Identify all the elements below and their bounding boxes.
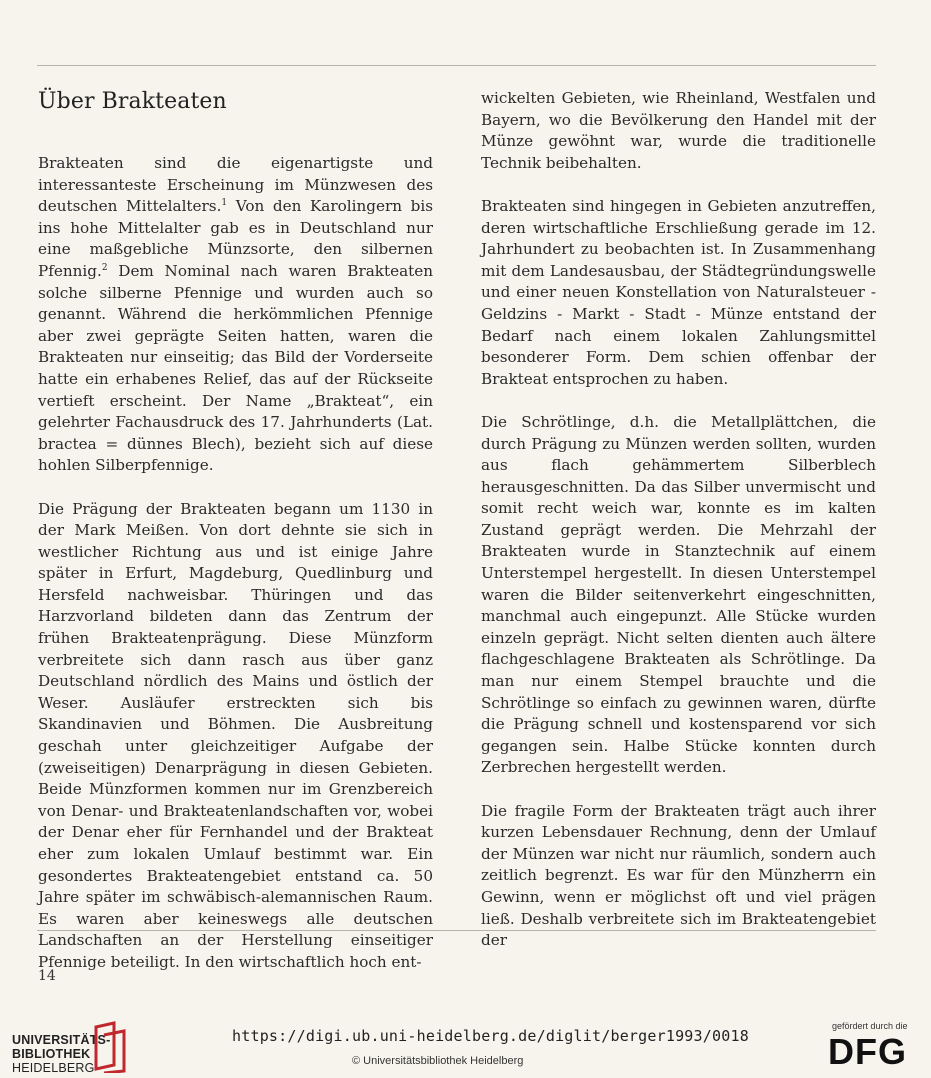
footer-bar [0,1013,931,1078]
page-title: Über Brakteaten [38,89,227,114]
top-rule [37,65,876,66]
copyright-notice: © Universitätsbibliothek Heidelberg [352,1055,524,1067]
bottom-rule [37,930,876,931]
paragraph: Die fragile Form der Brakteaten trägt auch ihrer kurzen Lebensdauer Rechnung, denn der Umlauf der Münzen war nicht nur räumlich, sondern auch zeitlich begrenzt. Es war für den Münzherrn ein Gewinn, wenn er möglichst oft und viel prägen ließ. Deshalb verbreitete sich im Brakteatengebiet der [481,801,876,950]
right-column [481,88,876,973]
page-number: 14 [38,968,56,984]
funding-note: gefördert durch die [832,1021,908,1031]
paragraph: Brakteaten sind die eigenartigste und interessanteste Erscheinung im Münzwesen des deutschen Mittelalters.$^1$ Von den Karolingern bis ins hohe Mittelalter gab es in Deutschland nur eine maßgebliche Münzsorte, den silbernen Pfennig.$^2$ Dem Nominal nach waren Brakteaten solche silberne Pfennige und wurden auch so genannt. Während die herkömmlichen Pfennige aber zwei geprägte Seiten hatten, waren die Brakteaten nur einseitig; das Bild der Vorderseite hatte ein erhabenes Relief, das auf der Rückseite vertieft erscheint. Der Name „Brakteat“, ein gelehrter Fachausdruck des 17. Jahrhunderts (Lat. bractea = dünnes Blech), bezieht sich auf diese hohlen Silberpfennige. [38,154,433,475]
paragraph: Brakteaten sind hingegen in Gebieten anzutreffen, deren wirtschaftliche Erschließung gerade im 12. Jahrhundert zu beobachten ist. In Zusammenhang mit dem Landesausbau, der Städtegründungswelle und einer neuen Konstellation von Naturalsteuer - Geldzins - Markt - Stadt - Münze entstand der Bedarf nach einem lokalen Zahlungsmittel besonderer Form. Dem schien offenbar der Brakteat entsprochen zu haben. [481,196,876,388]
library-logo-mark-icon [92,1021,128,1073]
library-name-line2: BIBLIOTHEK [12,1047,91,1061]
left-column [38,153,433,995]
footnote-ref[interactable]: 2 [101,262,108,273]
paragraph: Die Schrötlinge, d.h. die Metallplättchen, die durch Prägung zu Münzen werden sollten, wurden aus flach gehämmertem Silberblech herausgeschnitten. Da das Silber unvermischt und somit recht weich war, konnte es im kalten Zustand geprägt werden. Die Mehrzahl der Brakteaten wurde in Stanztechnik auf einem Unterstempel hergestellt. In diesen Unterstempel waren die Bilder seitenverkehrt eingeschnitten, manchmal auch eingepunzt. Alle Stücke wurden einzeln geprägt. Nicht selten dienten auch ältere flachgeschlagene Brakteaten als Schrötlinge. Da man nur einem Stempel brauchte und die Schrötlinge so einfach zu gewinnen waren, dürfte die Prägung schnell und kostensparend vor sich gegangen sein. Halbe Stücke konnten durch Zerbrechen hergestellt werden. [481,412,876,777]
library-name-line3: HEIDELBERG [12,1061,95,1075]
paragraph: Die Prägung der Brakteaten begann um 1130 in der Mark Meißen. Von dort dehnte sie sich in westlicher Richtung aus und ist einige Jahre später in Erfurt, Magdeburg, Quedlinburg und Hersfeld nachweisbar. Thüringen und das Harzvorland bildeten dann das Zentrum der frühen Brakteatenprägung. Diese Münzform verbreitete sich dann rasch aus über ganz Deutschland nördlich des Mains und östlich der Weser. Ausläufer erstreckten sich bis Skandinavien und Böhmen. Die Ausbreitung geschah unter gleichzeitiger Aufgabe der (zweiseitigen) Denarprägung in diesen Gebieten. Beide Münzformen kommen nur im Grenzbereich von Denar- und Brakteatenlandschaften vor, wobei der Denar eher für Fernhandel und der Brakteat eher zum lokalen Umlauf bestimmt war. Ein gesondertes Brakteatengebiet entstand ca. 50 Jahre später im schwäbisch-alemannischen Raum. Es waren aber keineswegs alle deutschen Landschaften an der Herstellung einseitiger Pfennige beteiligt. In den wirtschaftlich hoch ent- [38,499,433,971]
paragraph: wickelten Gebieten, wie Rheinland, Westfalen und Bayern, wo die Bevölkerung den Handel mit der Münze gewöhnt war, wurde die traditionelle Technik beibehalten. [481,89,876,172]
footnote-ref[interactable]: 1 [221,198,228,209]
dfg-logo[interactable]: DFG [828,1031,907,1072]
library-name-line1: UNIVERSITÄTS- [12,1033,111,1047]
document-url-link[interactable]: https://digi.ub.uni-heidelberg.de/diglit/berger1993/0018 [232,1027,749,1045]
